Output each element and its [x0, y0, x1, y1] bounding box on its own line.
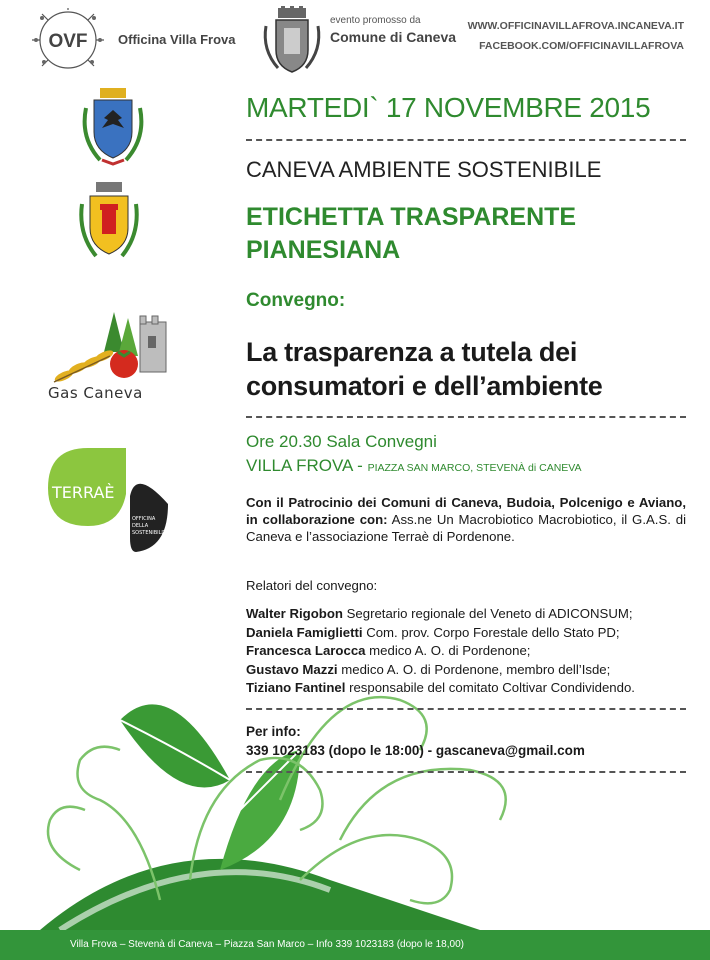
facebook-link[interactable]: FACEBOOK.COM/OFFICINAVILLAFROVA: [479, 40, 684, 52]
speaker-item: [246, 661, 686, 680]
info-block: [246, 722, 686, 760]
event-time: Ore 20.30 Sala Convegni: [246, 432, 437, 451]
event-series: CANEVA AMBIENTE SOSTENIBILE: [246, 157, 602, 182]
ovf-logo-text: OVF: [48, 31, 88, 52]
talk-title: [246, 335, 686, 403]
caneva-crest-icon: [260, 6, 324, 76]
ovf-name: Officina Villa Frova: [118, 32, 236, 47]
patronage-text: [246, 494, 686, 545]
speaker-role: medico A. O. di Pordenone;: [365, 643, 531, 658]
municipal-crest-tower-icon: [78, 180, 140, 264]
event-venue: [246, 456, 686, 476]
talk-title-line-1: La trasparenza a tutela dei: [246, 337, 578, 367]
venue-name: VILLA FROVA -: [246, 456, 368, 475]
website-link[interactable]: WWW.OFFICINAVILLAFROVA.INCANEVA.IT: [467, 20, 684, 32]
municipal-crest-eagle-icon: [80, 86, 146, 168]
speaker-name: Walter Rigobon: [246, 606, 343, 621]
event-headline: [246, 201, 686, 267]
headline-line-1: ETICHETTA TRASPARENTE: [246, 203, 577, 231]
footer-bar: [0, 930, 710, 960]
terrae-logo: [48, 448, 178, 560]
conference-label: Convegno:: [246, 290, 346, 311]
speaker-role: Com. prov. Corpo Forestale dello Stato PD;: [362, 624, 620, 640]
ovf-logo: [28, 8, 108, 72]
speaker-item: [246, 605, 686, 624]
terrae-logo-text: TERRAÈ: [52, 483, 115, 502]
speaker-name: Gustavo Mazzi: [246, 661, 338, 677]
officina-text-3: SOSTENIBILITÀ: [132, 530, 169, 536]
speaker-role: responsabile del comitato Coltivar Condividendo.: [345, 680, 635, 695]
speaker-role: Segretario regionale del Veneto di ADICONSUM;: [342, 606, 633, 621]
speaker-role: medico A. O. di Pordenone, membro dell’Isde;: [337, 661, 611, 677]
headline-line-2: PIANESIANA: [246, 236, 401, 264]
speakers-label: Relatori del convegno:: [246, 578, 378, 593]
officina-text-2: DELLA: [132, 523, 149, 529]
speaker-item: [246, 679, 686, 698]
speakers-list: [246, 605, 686, 698]
patronage-bold: Con il Patrocinio dei Comuni di Caneva, Budoia, Polcenigo e Aviano, in collaborazione con:: [246, 495, 686, 527]
info-contact[interactable]: 339 1023183 (dopo le 18:00) - gascaneva@gmail.com: [246, 743, 585, 758]
promo-municipality: Comune di Caneva: [330, 29, 457, 45]
promo-label: evento promosso da: [330, 15, 421, 26]
speaker-item: [246, 642, 686, 661]
talk-title-line-2: consumatori e dell’ambiente: [246, 371, 603, 401]
dashed-divider: [246, 139, 686, 141]
footer-text: Villa Frova – Stevenà di Caneva – Piazza San Marco – Info 339 1023183 (dopo le 18,00): [70, 939, 464, 950]
dashed-divider: [246, 771, 686, 773]
speaker-name: Daniela Famiglietti: [246, 624, 363, 640]
gas-caneva-label: Gas Caneva: [48, 384, 143, 402]
dashed-divider: [246, 416, 686, 418]
officina-text-1: OFFICINA: [132, 516, 156, 522]
venue-address: PIAZZA SAN MARCO, STEVENÀ di CANEVA: [367, 462, 582, 474]
speaker-name: Francesca Larocca: [246, 643, 366, 658]
dashed-divider: [246, 708, 686, 710]
patronage-partners: Ass.ne Un Macrobiotico Macrobiotico, il G.A.S. di Caneva e l’associazione Terraè di Pordenone.: [246, 512, 686, 544]
info-label: Per info:: [246, 724, 301, 739]
speaker-name: Tiziano Fantinel: [246, 680, 346, 695]
event-date: MARTEDI` 17 NOVEMBRE 2015: [246, 92, 651, 123]
speaker-item: [246, 624, 686, 643]
